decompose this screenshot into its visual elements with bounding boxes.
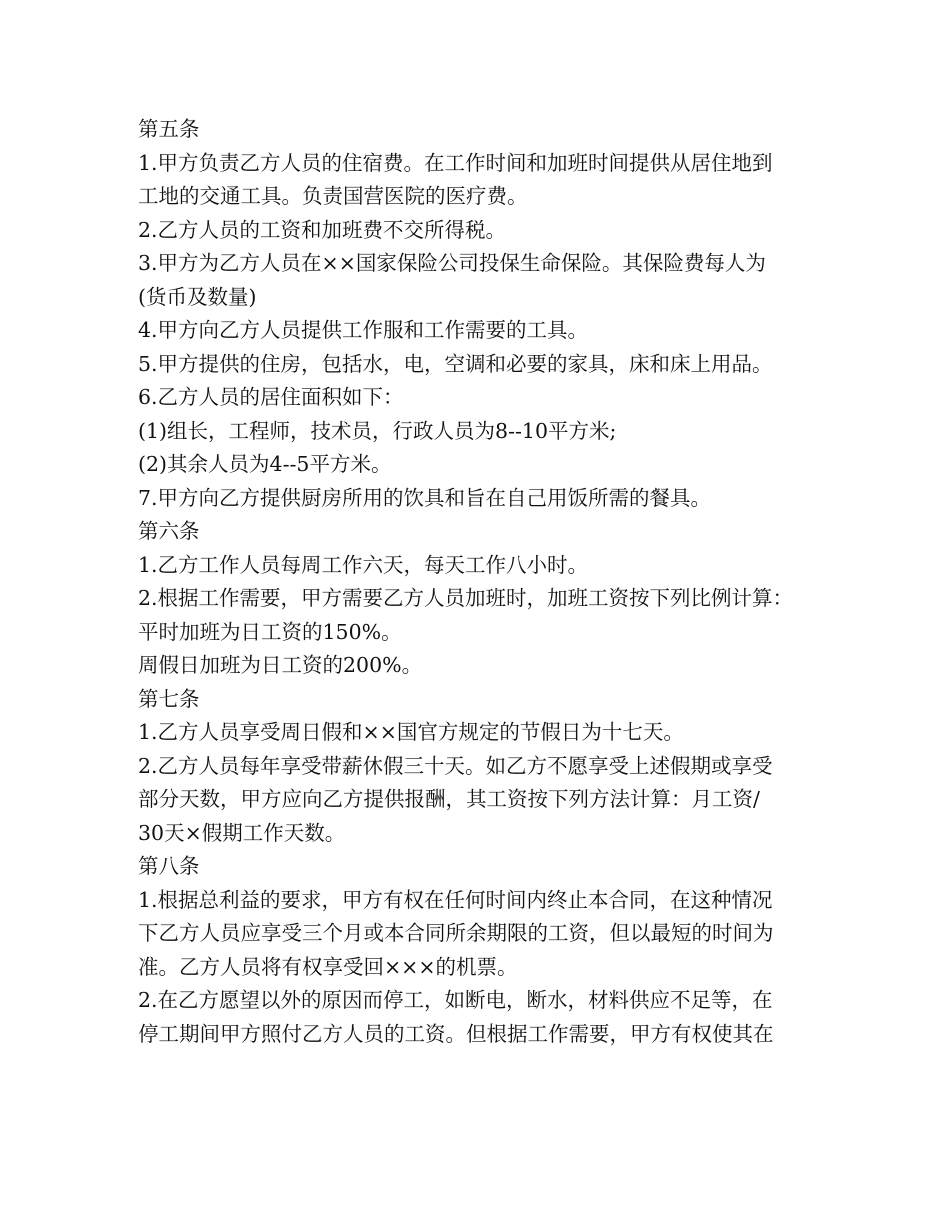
text-line: 下乙方人员应享受三个月或本合同所余期限的工资，但以最短的时间为: [138, 921, 774, 945]
text-line: 准。乙方人员将有权享受回×××的机票。: [138, 954, 518, 979]
document-body: [138, 113, 828, 1051]
text-line: 停工期间甲方照付乙方人员的工资。但根据工作需要，甲方有权使其在: [138, 1021, 774, 1046]
article-heading-8: 第八条: [138, 854, 200, 878]
text-line: 2.在乙方愿望以外的原因而停工，如断电，断水，材料供应不足等，在: [138, 988, 773, 1012]
text-line: 部分天数，甲方应向乙方提供报酬，其工资按下列方法计算：月工资/: [138, 787, 760, 811]
article-heading-7: 第七条: [138, 686, 200, 711]
text-line: 工地的交通工具。负责国营医院的医疗费。: [138, 184, 528, 208]
text-line: 3.甲方为乙方人员在××国家保险公司投保生命保险。其保险费每人为: [138, 251, 766, 275]
text-line: 平时加班为日工资的150%。: [138, 619, 402, 644]
text-line: (2)其余人员为4--5平方米。: [138, 452, 392, 476]
article-heading-5: 第五条: [138, 117, 200, 141]
text-line: 1.乙方人员享受周日假和××国官方规定的节假日为十七天。: [138, 720, 684, 744]
text-line: 5.甲方提供的住房，包括水，电，空调和必要的家具，床和床上用品。: [138, 351, 773, 376]
text-line: 2.根据工作需要，甲方需要乙方人员加班时，加班工资按下列比例计算：: [138, 586, 794, 610]
text-line: 7.甲方向乙方提供厨房所用的饮具和旨在自己用饭所需的餐具。: [138, 485, 712, 510]
text-line: 2.乙方人员每年享受带薪休假三十天。如乙方不愿享受上述假期或享受: [138, 753, 773, 778]
text-line: 30天×假期工作天数。: [138, 820, 346, 845]
text-line: 1.根据总利益的要求，甲方有权在任何时间内终止本合同，在这种情况: [138, 887, 773, 912]
text-line: 1.乙方工作人员每周工作六天，每天工作八小时。: [138, 552, 589, 577]
text-line: 2.乙方人员的工资和加班费不交所得税。: [138, 217, 507, 242]
article-heading-6: 第六条: [138, 519, 200, 543]
text-line: (货币及数量): [138, 284, 257, 309]
text-line: 6.乙方人员的居住面积如下：: [138, 385, 404, 409]
text-line: 1.甲方负责乙方人员的住宿费。在工作时间和加班时间提供从居住地到: [138, 150, 773, 175]
text-line: (1)组长，工程师，技术员，行政人员为8--10平方米;: [138, 418, 617, 443]
text-line: 4.甲方向乙方人员提供工作服和工作需要的工具。: [138, 318, 589, 342]
text-line: 周假日加班为日工资的200%。: [138, 653, 423, 677]
